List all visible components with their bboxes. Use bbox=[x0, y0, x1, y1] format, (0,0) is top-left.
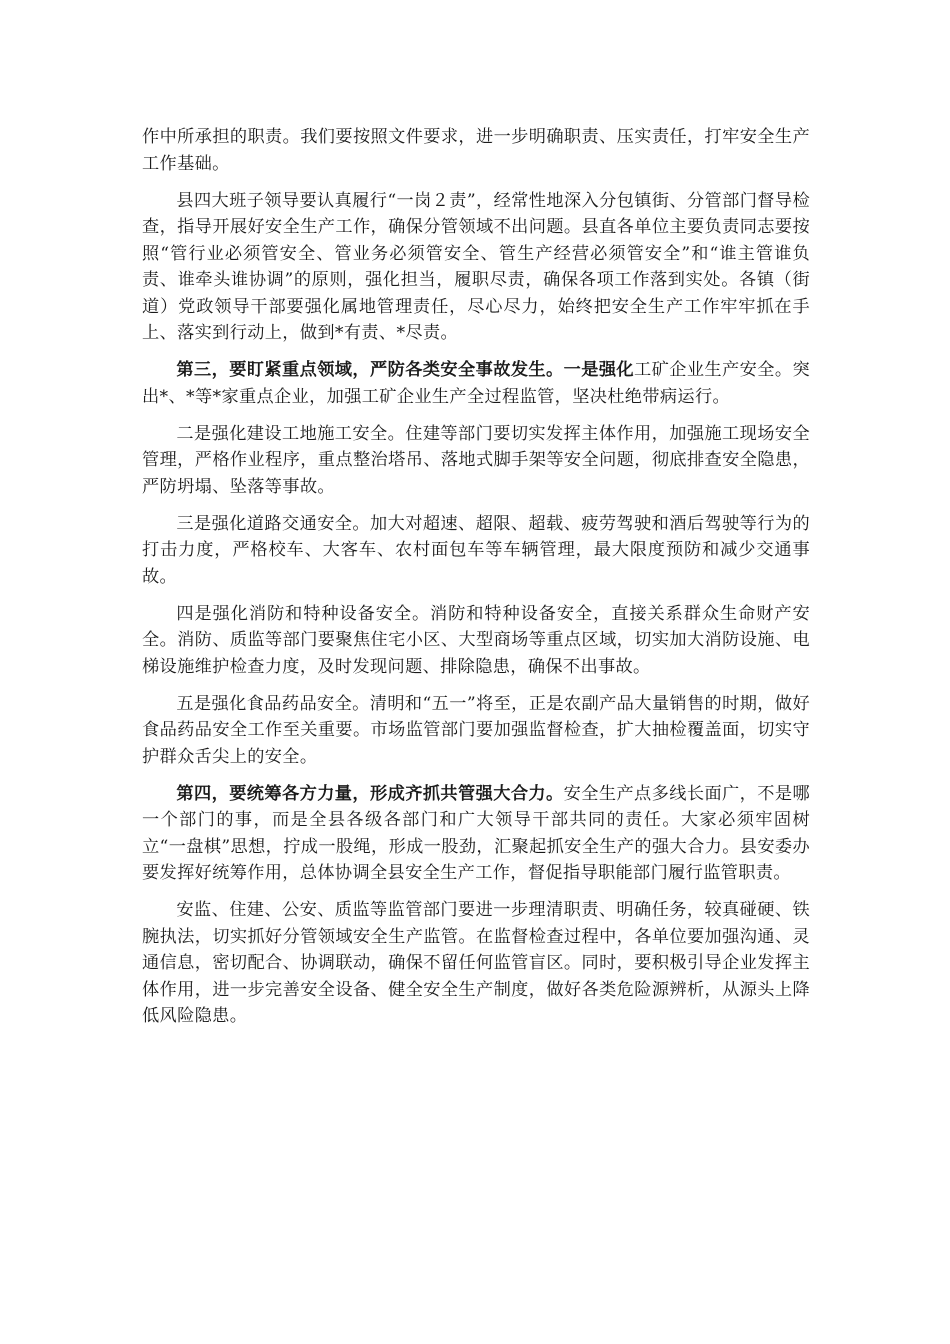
paragraph-5-text: 三是强化道路交通安全。加大对超速、超限、超载、疲劳驾驶和酒后驾驶等行为的打击力度，严格校车、大客车、农村面包车等车辆管理，最大限度预防和减少交通事故。 bbox=[142, 513, 810, 587]
paragraph-2-text: 县四大班子领导要认真履行“一岗２责”，经常性地深入分包镇街、分管部门督导检查，指导开展好安全生产工作，确保分管领域不出问题。县直各单位主要负责同志要按照“管行业必须管安全、管业务必须管安全、管生产经营必须管安全”和“谁主管谁负责、谁牵头谁协调”的原则，强化担当，履职尽责，确保各项工作落到实处。各镇（街道）党政领导干部要强化属地管理责任，尽心尽力，始终把安全生产工作牢牢抓在手上、落实到行动上，做到*有责、*尽责。 bbox=[142, 190, 810, 343]
paragraph-7-text: 五是强化食品药品安全。清明和“五一”将至，正是农副产品大量销售的时期，做好食品药品安全工作至关重要。市场监管部门要加强监督检查，扩大抽检覆盖面，切实守护群众舌尖上的安全。 bbox=[142, 693, 810, 767]
paragraph-1-text: 作中所承担的职责。我们要按照文件要求，进一步明确职责、压实责任，打牢安全生产工作基础。 bbox=[142, 127, 810, 174]
paragraph-9 bbox=[142, 897, 810, 1030]
paragraph-3-text: 工矿企业生产安全。突出*、*等*家重点企业，加强工矿企业生产全过程监管，坚决杜绝带病运行。 bbox=[142, 360, 810, 407]
paragraph-8 bbox=[142, 781, 810, 887]
paragraph-3-lead: 第三，要盯紧重点领域，严防各类安全事故发生。一是强化 bbox=[176, 360, 635, 380]
paragraph-6 bbox=[142, 601, 810, 681]
paragraph-3 bbox=[142, 357, 810, 410]
paragraph-9-text: 安监、住建、公安、质监等监管部门要进一步理清职责、明确任务，较真碰硬、铁腕执法，切实抓好分管领域安全生产监管。在监督检查过程中，各单位要加强沟通、灵通信息，密切配合、协调联动，确保不留任何监管盲区。同时，要积极引导企业发挥主体作用，进一步完善安全设备、健全安全生产制度，做好各类危险源辨析，从源头上降低风险隐患。 bbox=[142, 900, 810, 1026]
paragraph-5 bbox=[142, 511, 810, 591]
paragraph-2 bbox=[142, 188, 810, 347]
paragraph-8-lead: 第四，要统筹各方力量，形成齐抓共管强大合力。 bbox=[176, 783, 564, 804]
document-body bbox=[142, 124, 810, 1040]
paragraph-4 bbox=[142, 421, 810, 501]
paragraph-4-text: 二是强化建设工地施工安全。住建等部门要切实发挥主体作用，加强施工现场安全管理，严格作业程序，重点整治塔吊、落地式脚手架等安全问题，彻底排查安全隐患，严防坍塌、坠落等事故。 bbox=[142, 423, 810, 497]
paragraph-8-text: 安全生产点多线长面广，不是哪一个部门的事，而是全县各级各部门和广大领导干部共同的责任。大家必须牢固树立“一盘棋”思想，拧成一股绳，形成一股劲，汇聚起抓安全生产的强大合力。县安委办要发挥好统筹作用，总体协调全县安全生产工作，督促指导职能部门履行监管职责。 bbox=[142, 783, 811, 883]
paragraph-1 bbox=[142, 124, 810, 177]
paragraph-6-text: 四是强化消防和特种设备安全。消防和特种设备安全，直接关系群众生命财产安全。消防、质监等部门要聚焦住宅小区、大型商场等重点区域，切实加大消防设施、电梯设施维护检查力度，及时发现问题、排除隐患，确保不出事故。 bbox=[142, 603, 810, 677]
paragraph-7 bbox=[142, 691, 810, 771]
